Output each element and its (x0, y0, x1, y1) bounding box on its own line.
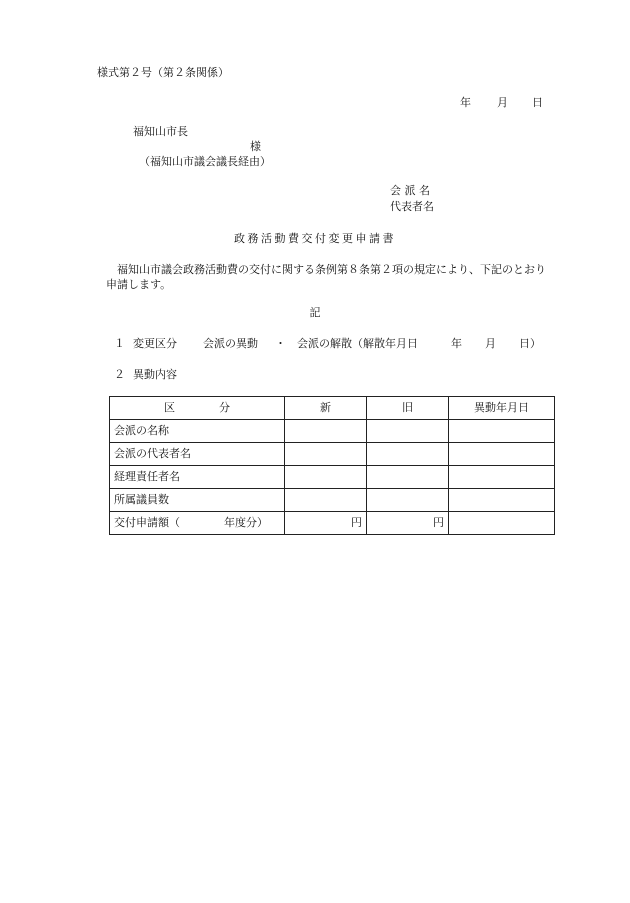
row-label (110, 512, 285, 535)
item2-label: 異動内容 (133, 368, 177, 381)
dissolution-close-paren: ） (530, 337, 541, 350)
option-party-change[interactable]: 会派の異動 (203, 337, 258, 350)
old-value-cell[interactable] (367, 443, 449, 466)
new-value-cell[interactable] (285, 443, 367, 466)
header-change-date: 異動年月日 (449, 397, 555, 420)
table-row (110, 466, 555, 489)
grant-amount-label-start: 交付申請額（ (114, 516, 180, 529)
header-old: 旧 (367, 397, 449, 420)
change-date-cell[interactable] (449, 489, 555, 512)
dissolution-month-label: 月 (485, 337, 496, 350)
old-amount-cell[interactable] (367, 512, 449, 535)
yen-unit-new: 円 (351, 516, 362, 529)
header-category-left: 区 (164, 401, 175, 414)
form-number: 様式第２号（第２条関係） (97, 66, 229, 79)
row-label: 会派の代表者名 (110, 443, 285, 466)
party-name-label: 会 派 名 (390, 184, 430, 197)
table-header-row (110, 397, 555, 420)
header-new: 新 (285, 397, 367, 420)
old-value-cell[interactable] (367, 466, 449, 489)
grant-amount-label-end: 年度分） (224, 516, 268, 529)
item2-number: ２ (114, 368, 125, 381)
option-party-dissolution[interactable]: 会派の解散（解散年月日 (297, 337, 418, 350)
yen-unit-old: 円 (433, 516, 444, 529)
change-date-cell[interactable] (449, 420, 555, 443)
table-row (110, 512, 555, 535)
row-label: 経理責任者名 (110, 466, 285, 489)
old-value-cell[interactable] (367, 420, 449, 443)
table-row (110, 443, 555, 466)
change-date-cell[interactable] (449, 512, 555, 535)
dissolution-year-label: 年 (451, 337, 462, 350)
new-value-cell[interactable] (285, 489, 367, 512)
header-category-right: 分 (219, 401, 230, 414)
addressee-via: （福知山市議会議長経由） (139, 155, 271, 168)
row-label: 所属議員数 (110, 489, 285, 512)
option-separator: ・ (275, 337, 286, 350)
body-text: 福知山市議会政務活動費の交付に関する条例第８条第２項の規定により、下記のとおり申請します。 (106, 263, 546, 291)
addressee-honorific: 様 (250, 140, 261, 153)
change-date-cell[interactable] (449, 443, 555, 466)
row-label: 会派の名称 (110, 420, 285, 443)
change-details-table (109, 396, 555, 535)
date-year-label: 年 (460, 96, 471, 109)
document-title: 政務活動費交付変更申請書 (234, 232, 396, 245)
old-value-cell[interactable] (367, 489, 449, 512)
item1-number: １ (114, 337, 125, 350)
header-category (110, 397, 285, 420)
dissolution-day-label: 日 (519, 337, 530, 350)
new-amount-cell[interactable] (285, 512, 367, 535)
representative-name-label: 代表者名 (390, 200, 434, 213)
new-value-cell[interactable] (285, 420, 367, 443)
item1-label: 変更区分 (133, 337, 177, 350)
change-date-cell[interactable] (449, 466, 555, 489)
ki-heading: 記 (309, 306, 321, 319)
date-day-label: 日 (532, 96, 543, 109)
date-month-label: 月 (497, 96, 508, 109)
addressee-name: 福知山市長 (133, 125, 188, 138)
table-row (110, 489, 555, 512)
new-value-cell[interactable] (285, 466, 367, 489)
table-row (110, 420, 555, 443)
